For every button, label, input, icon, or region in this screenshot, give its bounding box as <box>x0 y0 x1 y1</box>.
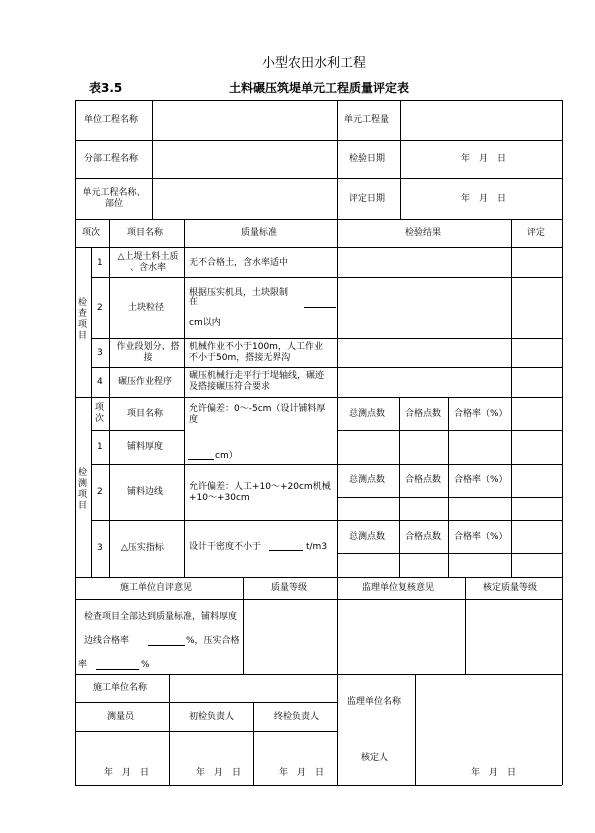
surveyor-label: 测量员 <box>107 712 135 722</box>
detection-item-standard: cm） <box>215 451 238 461</box>
detection-item-name: 铺料边线 <box>127 487 164 497</box>
pass-rate-label: 合格率（%） <box>454 475 508 485</box>
eval-date-label: 评定日期 <box>349 194 386 204</box>
inspection-item-standard: 根据压实机具，土块限制 <box>189 288 289 298</box>
table-number: 表3.5 <box>89 81 123 95</box>
total-points-header: 总测点数 <box>349 409 386 419</box>
detection-item-name: 铺料厚度 <box>127 442 164 452</box>
detection-item-name: △压实指标 <box>121 543 164 553</box>
signature-date: 年 月 日 <box>104 768 150 778</box>
form-title: 土料碾压筑堤单元工程质量评定表 <box>229 81 410 95</box>
inspection-item-standard: 无不合格土，含水率适中 <box>189 258 289 268</box>
inspection-item-name: 碾压作业程序 <box>118 377 173 387</box>
inspection-item-name: 作业段划分、搭 接 <box>116 342 180 363</box>
check-date-label: 检验日期 <box>349 154 386 164</box>
signature-date: 年 月 日 <box>279 768 325 778</box>
element-project-label: 单元工程量 <box>344 115 390 125</box>
detection-item-header: 项目名称 <box>127 409 164 419</box>
self-eval-text-line-3b: % <box>141 660 150 670</box>
self-eval-text-line-2b: %，压实合格 <box>186 636 240 646</box>
check-date-value: 年 月 日 <box>461 154 507 164</box>
project-title: 小型农田水利工程 <box>262 56 367 71</box>
detection-item-standard: 设计干密度不小于 <box>189 542 262 552</box>
edge-pass-rate-blank <box>148 636 185 646</box>
col-seq: 项次 <box>82 228 101 238</box>
signature-date: 年 月 日 <box>196 768 242 778</box>
inspection-item-name: 土块粒径 <box>128 303 165 313</box>
inspection-item-no: 3 <box>97 348 103 358</box>
thickness-blank <box>188 450 214 460</box>
supervisor-review-header: 监理单位复核意见 <box>362 583 435 593</box>
pass-points-label: 合格点数 <box>405 475 442 485</box>
quality-grade-header: 质量等级 <box>271 583 308 593</box>
contractor-name-label: 施工单位名称 <box>93 683 148 693</box>
inspection-item-standard: 在 <box>189 297 199 307</box>
detection-item-standard: 允许偏差：人工+10～+20cm机械 +10～+30cm <box>189 482 331 503</box>
supervisor-name-label: 监理单位名称 <box>347 697 402 707</box>
total-points-label: 总测点数 <box>349 475 386 485</box>
unit-project-label: 单位工程名称 <box>84 115 139 125</box>
pass-points-header: 合格点数 <box>405 409 442 419</box>
col-item: 项目名称 <box>127 228 164 238</box>
verified-grade-header: 核定质量等级 <box>483 583 538 593</box>
self-eval-text-line-1: 检查项目全部达到质量标准，铺料厚度 <box>84 612 238 622</box>
density-blank <box>269 541 303 551</box>
col-result: 检验结果 <box>405 228 442 238</box>
final-inspector-label: 终检负责人 <box>274 712 320 722</box>
inspection-section-label: 检 查 项 目 <box>78 298 88 341</box>
pass-rate-label: 合格率（%） <box>454 532 508 542</box>
inspection-item-standard: 机械作业不小于100m，人工作业 不小于50m，搭接无界沟 <box>189 342 323 363</box>
detection-item-no: 1 <box>97 442 103 452</box>
detection-deviation-header: 允许偏差：0～-5cm（设计铺料厚 度 <box>189 404 326 425</box>
inspection-item-name: △上堤土料土质 、含水率 <box>117 252 179 273</box>
detection-seq-header: 项 次 <box>95 403 105 424</box>
pass-rate-header: 合格率（%） <box>454 409 508 419</box>
detection-item-standard: t/m3 <box>306 542 328 552</box>
self-eval-text-line-2: 边线合格率 <box>84 636 130 646</box>
col-standard: 质量标准 <box>241 228 278 238</box>
total-points-label: 总测点数 <box>349 532 386 542</box>
signature-date: 年 月 日 <box>471 768 517 778</box>
self-eval-header: 施工单位自评意见 <box>120 583 193 593</box>
detection-item-no: 3 <box>97 543 103 553</box>
element-name-label: 单元工程名称、 部位 <box>82 188 146 209</box>
inspection-item-no: 2 <box>97 303 103 313</box>
detection-section-label: 检 测 项 目 <box>78 468 88 511</box>
self-eval-text-line-3: 率 <box>78 660 88 670</box>
verifier-label: 核定人 <box>361 753 389 763</box>
inspection-item-standard: cm以内 <box>189 318 221 328</box>
inspection-item-no: 4 <box>97 377 103 387</box>
col-eval: 评定 <box>527 228 546 238</box>
detection-item-no: 2 <box>97 487 103 497</box>
inspection-item-standard: 碾压机械行走平行于堤轴线，碾迹 及搭接碾压符合要求 <box>189 371 325 392</box>
inspection-item-no: 1 <box>97 258 103 268</box>
particle-size-blank <box>304 298 336 308</box>
initial-inspector-label: 初检负责人 <box>189 712 235 722</box>
pass-points-label: 合格点数 <box>405 532 442 542</box>
sub-project-label: 分部工程名称 <box>84 154 139 164</box>
compaction-pass-rate-blank <box>96 660 139 670</box>
eval-date-value: 年 月 日 <box>461 194 507 204</box>
